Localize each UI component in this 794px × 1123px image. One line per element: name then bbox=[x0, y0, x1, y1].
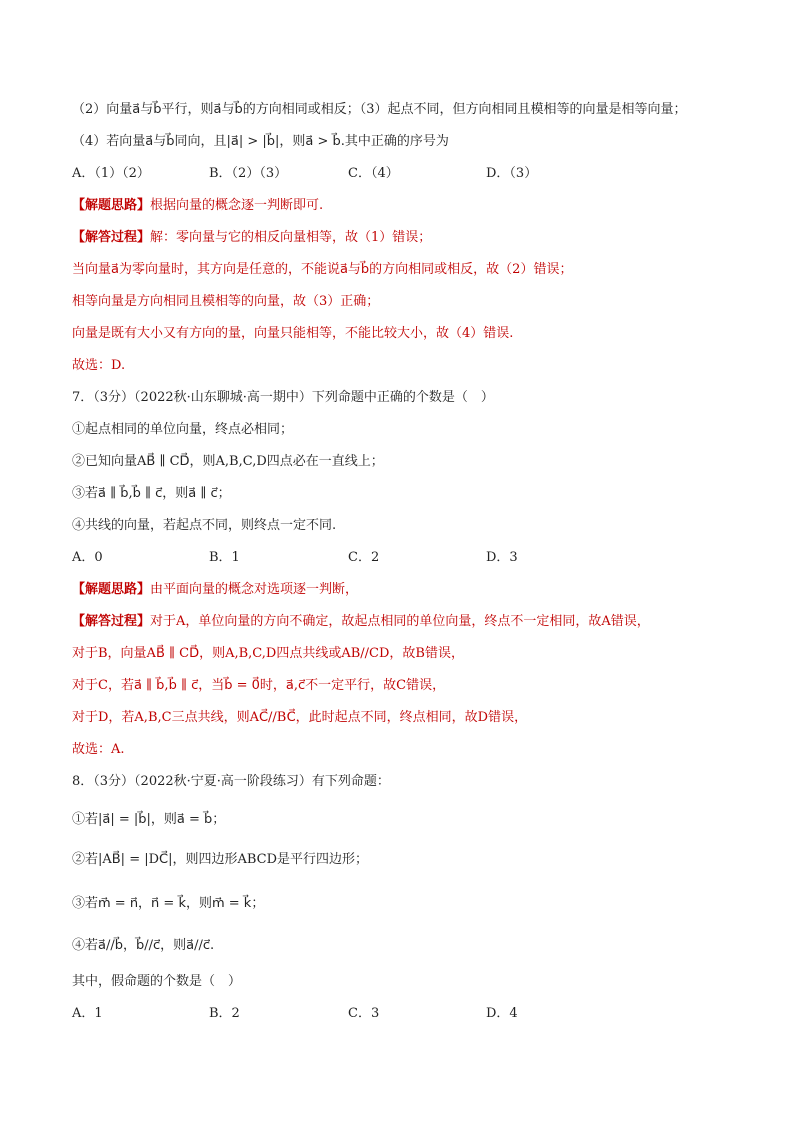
text-segment: 由平面向量的概念对选项逐一判断， bbox=[150, 582, 359, 597]
option-item: D．4 bbox=[486, 1006, 518, 1021]
text-segment: ④若a⃗//b⃗，b⃗//c⃗，则a⃗//c⃗. bbox=[72, 938, 215, 953]
section-tag: 【解题思路】 bbox=[72, 198, 151, 213]
option-item: A．（1）（2） bbox=[72, 166, 150, 181]
text-segment: 当向量a⃗为零向量时，其方向是任意的，不能说a⃗与b⃗的方向相同或相反，故（2）错误； bbox=[72, 262, 573, 277]
text-line bbox=[72, 294, 379, 310]
text-line bbox=[72, 614, 650, 630]
text-line bbox=[72, 938, 214, 954]
text-line bbox=[72, 390, 494, 406]
text-line bbox=[72, 134, 449, 150]
option-item: B．1 bbox=[209, 550, 240, 565]
text-line bbox=[72, 102, 686, 118]
option-item: B．（2）（3） bbox=[209, 166, 288, 181]
text-segment: 对于C，若a⃗ ∥ b⃗,b⃗ ∥ c⃗，当b⃗ = 0⃗时，a⃗,c⃗不一定平行，故C错误， bbox=[72, 678, 446, 693]
text-line bbox=[72, 812, 225, 828]
text-segment: 对于B，向量AB⃗ ∥ CD⃗，则A,B,C,D四点共线或AB//CD，故B错误， bbox=[72, 646, 464, 661]
text-segment: 相等向量是方向相同且模相等的向量，故（3）正确； bbox=[72, 294, 380, 309]
text-line bbox=[72, 454, 384, 470]
text-segment: （4）若向量a⃗与b⃗同向，且|a⃗| > |b⃗|，则a⃗ > b⃗.其中正确的序号为 bbox=[72, 134, 449, 149]
option-item: A．1 bbox=[72, 1006, 103, 1021]
option-item: D．（3） bbox=[486, 166, 538, 181]
section-tag: 【解答过程】 bbox=[72, 230, 151, 245]
text-segment: 其中，假命题的个数是（ ） bbox=[72, 974, 242, 989]
text-segment: 根据向量的概念逐一判断即可. bbox=[150, 198, 324, 213]
section-tag: 【解题思路】 bbox=[72, 582, 151, 597]
option-item: B．2 bbox=[209, 1006, 240, 1021]
text-segment: ①起点相同的单位向量，终点必相同； bbox=[72, 422, 294, 437]
text-segment: 解：零向量与它的相反向量相等，故（1）错误； bbox=[150, 230, 432, 245]
text-segment: 对于D，若A,B,C三点共线，则AC⃗//BC⃗，此时起点不同，终点相同，故D错误， bbox=[72, 710, 528, 725]
text-segment: ③若a⃗ ∥ b⃗,b⃗ ∥ c⃗，则a⃗ ∥ c⃗； bbox=[72, 486, 231, 501]
option-item: C．2 bbox=[348, 550, 380, 565]
text-segment: 故选：D. bbox=[72, 358, 126, 373]
text-segment: ①若|a⃗| = |b⃗|，则a⃗ = b⃗； bbox=[72, 812, 226, 827]
text-segment: （2）向量a⃗与b⃗平行，则a⃗与b⃗的方向相同或相反；（3）起点不同，但方向相同且模相等的向量是相等向量； bbox=[72, 102, 687, 117]
text-segment: ②若|AB⃗| = |DC⃗|，则四边形ABCD是平行四边形； bbox=[72, 852, 369, 867]
text-line bbox=[72, 896, 264, 912]
text-line bbox=[72, 742, 125, 758]
text-segment: 故选：A. bbox=[72, 742, 125, 757]
text-segment: 7．（3分）（2022秋·山东聊城·高一期中）下列命题中正确的个数是（ ） bbox=[72, 390, 494, 405]
option-item: D．3 bbox=[486, 550, 518, 565]
text-line bbox=[72, 198, 323, 214]
text-line bbox=[72, 486, 231, 502]
text-line bbox=[72, 326, 513, 342]
text-segment: 对于A，单位向量的方向不确定，故起点相同的单位向量，终点不一定相同，故A错误， bbox=[150, 614, 650, 629]
text-line bbox=[72, 678, 445, 694]
text-line bbox=[72, 422, 293, 438]
text-line bbox=[72, 974, 241, 990]
text-segment: ③若m⃗ = n⃗，n⃗ = k⃗，则m⃗ = k⃗； bbox=[72, 896, 265, 911]
section-tag: 【解答过程】 bbox=[72, 614, 151, 629]
text-segment: ②已知向量AB⃗ ∥ CD⃗，则A,B,C,D四点必在一直线上； bbox=[72, 454, 384, 469]
text-segment: 8．（3分）（2022秋·宁夏·高一阶段练习）有下列命题： bbox=[72, 774, 390, 789]
option-item: A．0 bbox=[72, 550, 103, 565]
text-line bbox=[72, 646, 464, 662]
text-line bbox=[72, 710, 527, 726]
option-item: C．3 bbox=[348, 1006, 380, 1021]
text-line bbox=[72, 518, 336, 534]
text-line bbox=[72, 852, 368, 868]
text-segment: 向量是既有大小又有方向的量，向量只能相等，不能比较大小，故（4）错误. bbox=[72, 326, 514, 341]
text-line bbox=[72, 358, 125, 374]
option-item: C．（4） bbox=[348, 166, 399, 181]
text-segment: ④共线的向量，若起点不同，则终点一定不同. bbox=[72, 518, 337, 533]
text-line bbox=[72, 230, 431, 246]
text-line bbox=[72, 262, 572, 278]
text-line bbox=[72, 582, 358, 598]
text-line bbox=[72, 774, 390, 790]
